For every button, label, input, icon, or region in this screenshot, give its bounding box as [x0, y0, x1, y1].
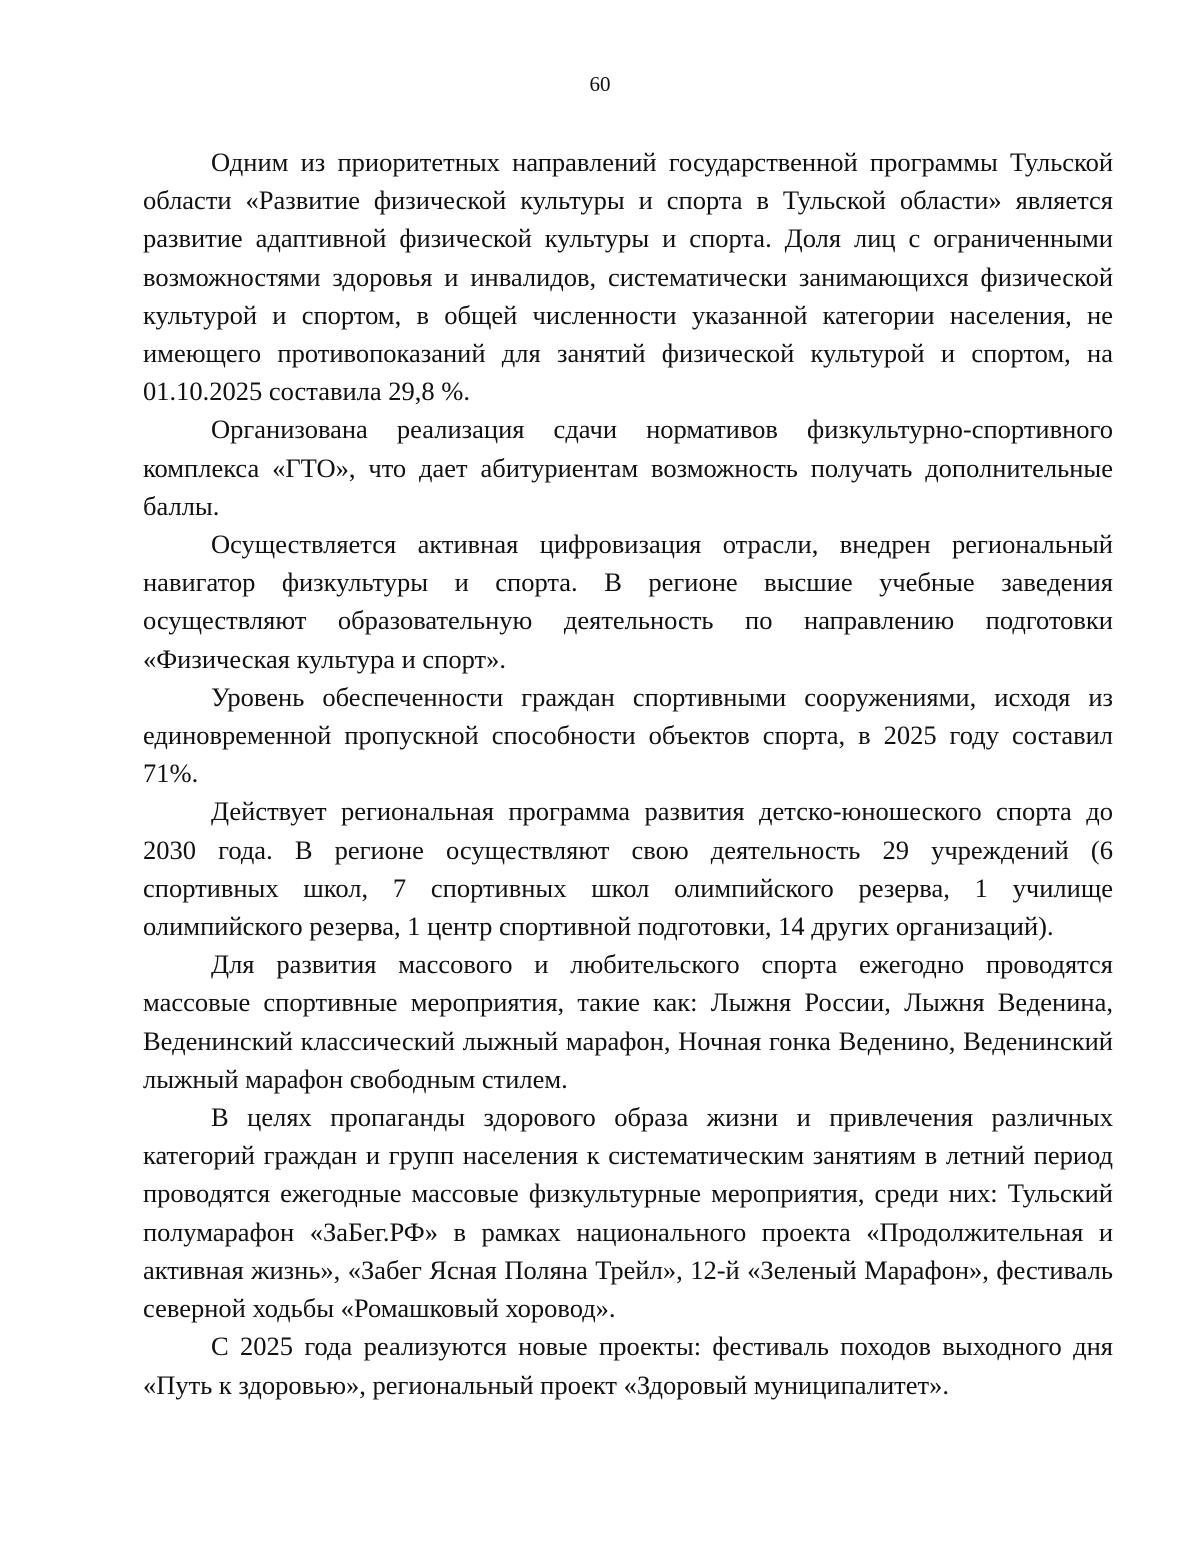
- paragraph-facilities: Уровень обеспеченности граждан спортивными сооружениями, исходя из единовременной пропускной способности объектов спорта, в 2025 году составил 71%.: [143, 681, 1113, 789]
- paragraph-digitalization: Осуществляется активная цифровизация отрасли, внедрен региональный навигатор физкультуры и спорта. В регионе высшие учебные заведения осуществляют образовательную деятельность по направлению подготовки «Физическая культура и спорт».: [143, 529, 1113, 674]
- page-number: 60: [589, 72, 611, 96]
- paragraph-youth-sport: Действует региональная программа развития детско-юношеского спорта до 2030 года. В регионе осуществляют свою деятельность 29 учреждений (6 спортивных школ, 7 спортивных школ олимпийского резерва, 1 училище олимпийского резерва, 1 центр спортивной подготовки, 14 других организаций).: [143, 796, 1113, 942]
- document-body: [143, 143, 1113, 1404]
- paragraph-adaptive-sport: Одним из приоритетных направлений государственной программы Тульской области «Развитие физической культуры и спорта в Тульской области» является развитие адаптивной физической культуры и спорта. Доля лиц с ограниченными возможностями здоровья и инвалидов, систематически занимающихся физической культурой и спортом, в общей численности указанной категории населения, не имеющего противопоказаний для занятий физической культурой и спортом, на 01.10.2025 составила 29,8 %.: [143, 147, 1113, 407]
- paragraph-gto: Организована реализация сдачи нормативов физкультурно-спортивного комплекса «ГТО», что дает абитуриентам возможность получать дополнительные баллы.: [143, 414, 1113, 521]
- paragraph-new-projects: С 2025 года реализуются новые проекты: фестиваль походов выходного дня «Путь к здоровью», региональный проект «Здоровый муниципалитет».: [143, 1331, 1113, 1400]
- paragraph-mass-sport: Для развития массового и любительского спорта ежегодно проводятся массовые спортивные мероприятия, такие как: Лыжня России, Лыжня Веденина, Веденинский классический лыжный марафон, Ночная гонка Веденино, Веденинский лыжный марафон свободным стилем.: [143, 949, 1113, 1094]
- paragraph-healthy-lifestyle: В целях пропаганды здорового образа жизни и привлечения различных категорий граждан и групп населения к систематическим занятиям в летний период проводятся ежегодные массовые физкультурные мероприятия, среди них: Тульский полумарафон «ЗаБег.РФ» в рамках национального проекта «Продолжительная и активная жизнь», «Забег Ясная Поляна Трейл», 12-й «Зеленый Марафон», фестиваль северной ходьбы «Ромашковый хоровод».: [143, 1102, 1113, 1324]
